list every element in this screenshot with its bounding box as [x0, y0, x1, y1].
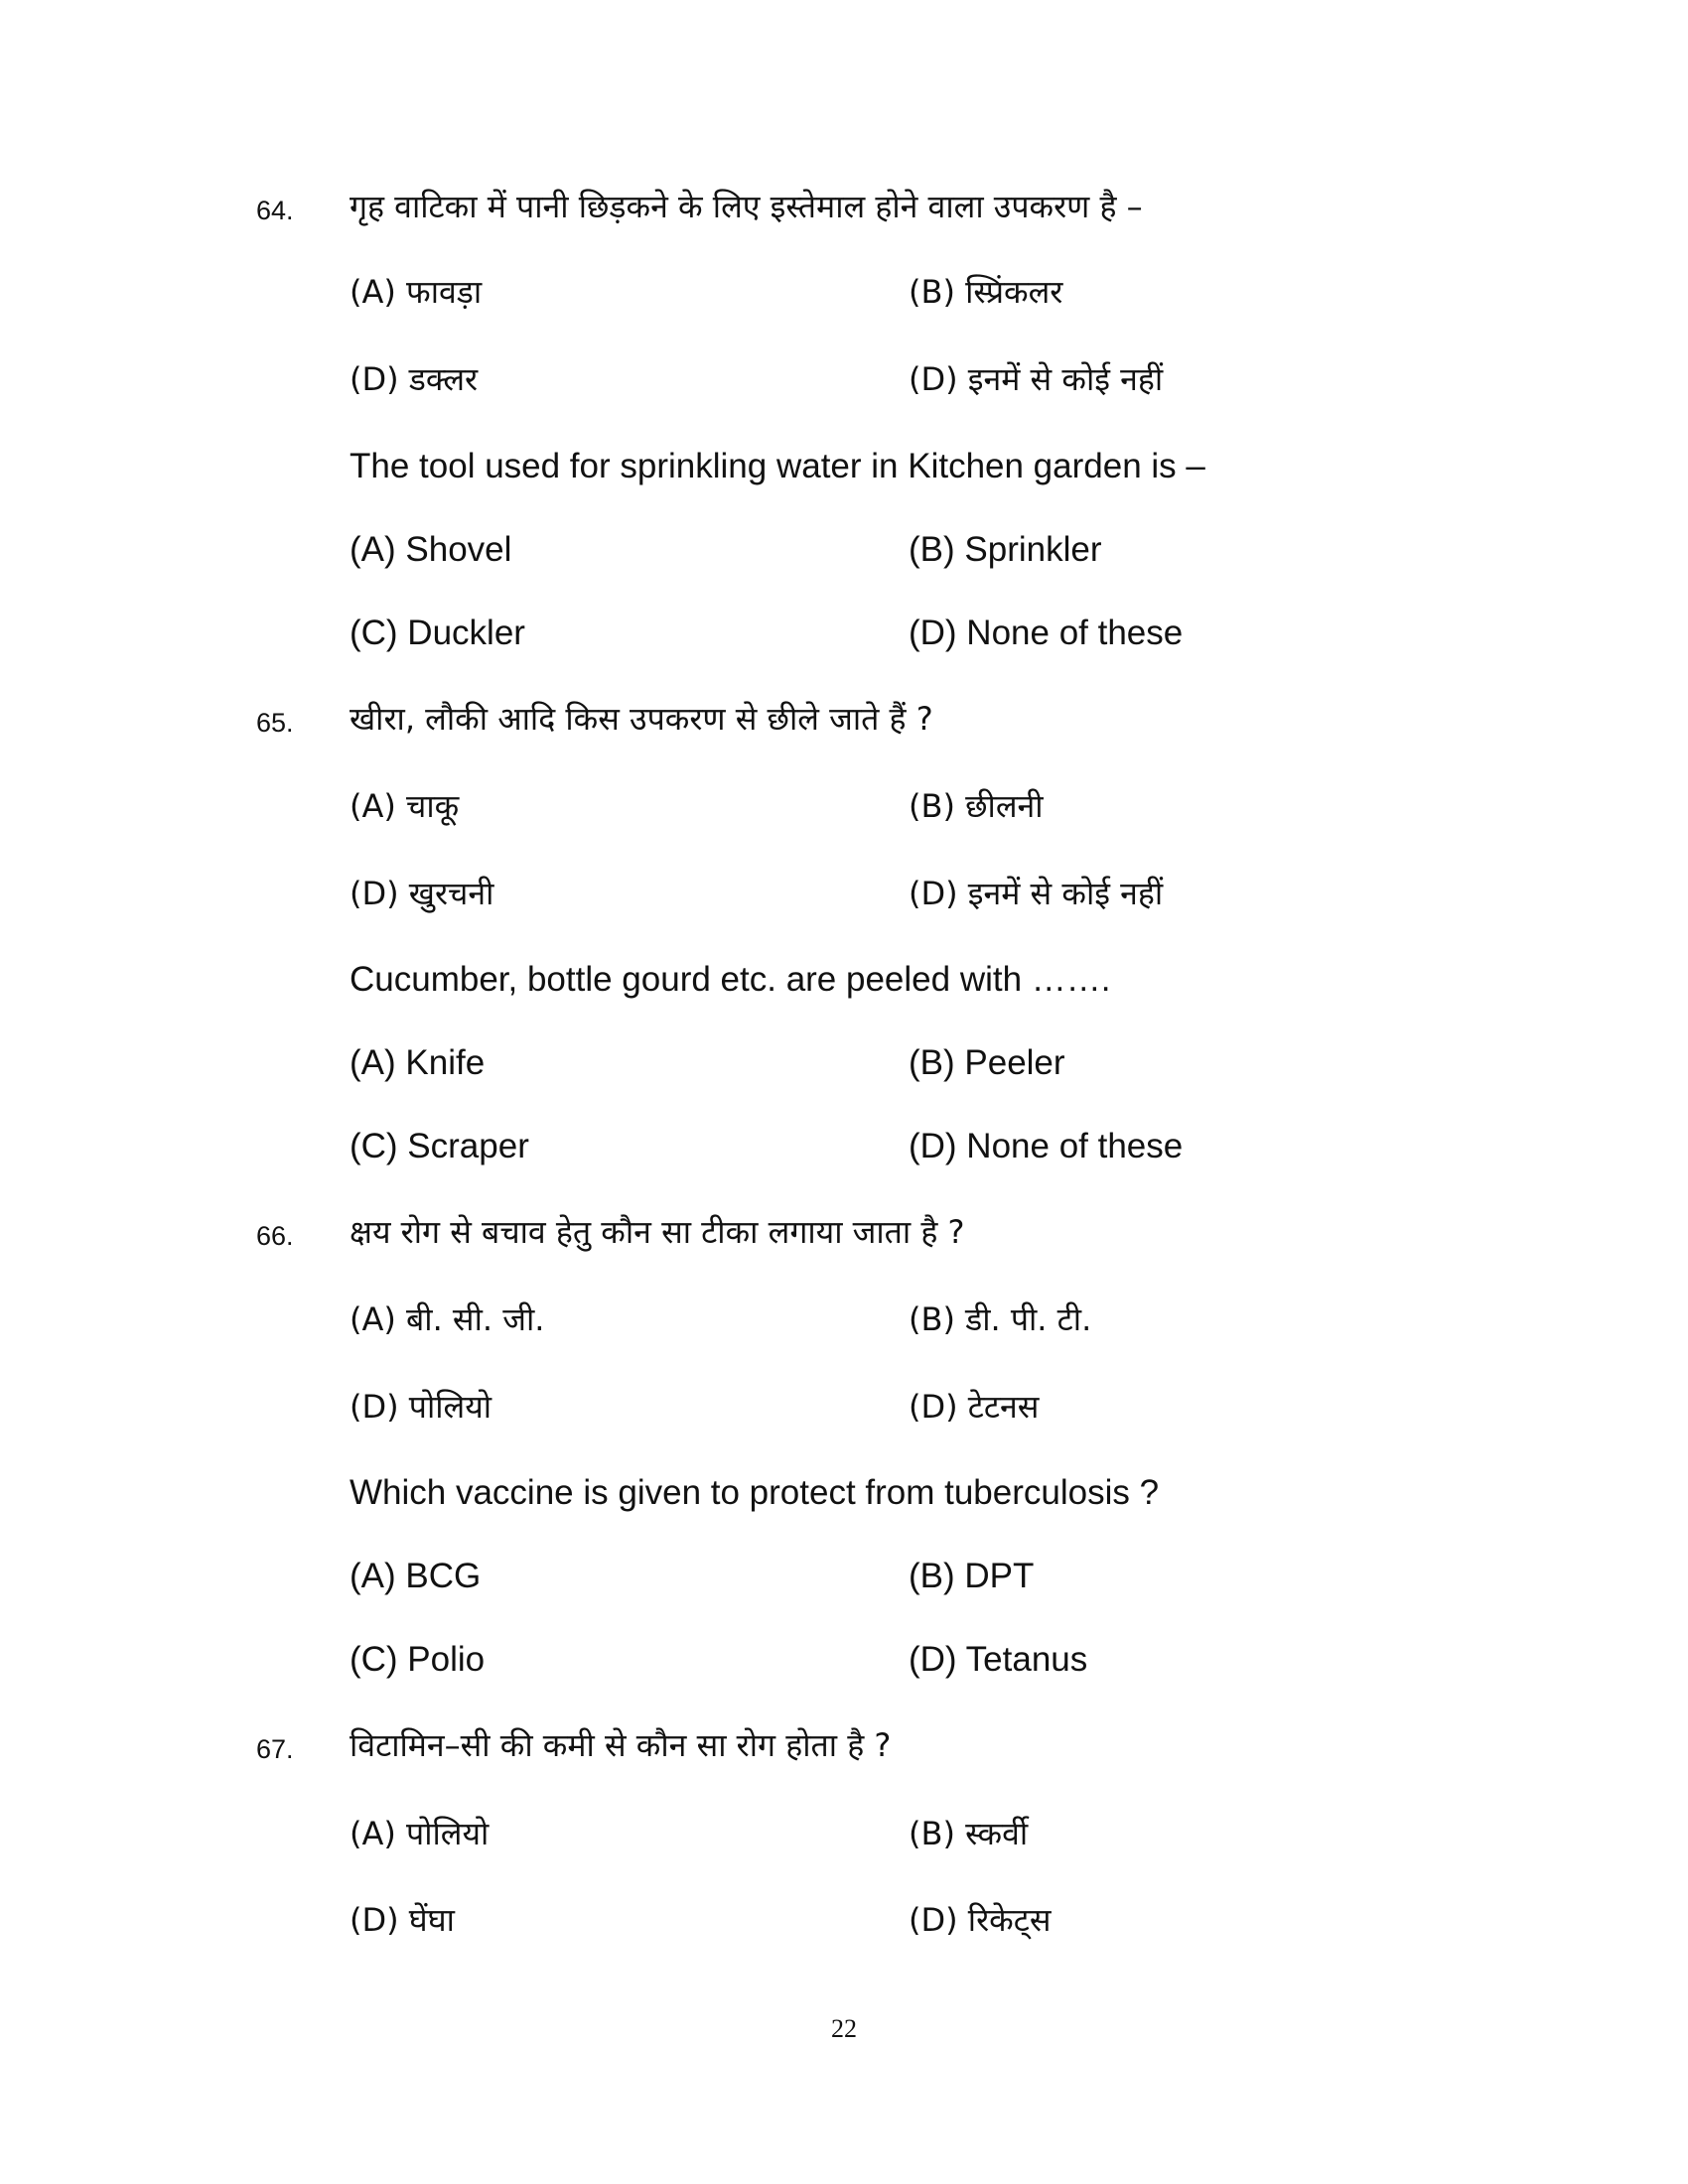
option-c-english: (C) Scraper	[350, 1127, 529, 1165]
question-number: 67.	[256, 1734, 294, 1764]
page-number: 22	[831, 2014, 857, 2043]
option-d-english: (D) None of these	[909, 1127, 1184, 1165]
option-d-english: (D) Tetanus	[909, 1640, 1088, 1679]
option-d-hindi: (D) रिकेट्स	[909, 1901, 1052, 1939]
option-b-english: (B) DPT	[909, 1557, 1035, 1595]
option-b-hindi: (B) स्कर्वी	[909, 1815, 1029, 1852]
option-d-hindi: (D) इनमें से कोई नहीं	[909, 360, 1164, 398]
option-c-english: (C) Duckler	[350, 614, 525, 652]
option-b-hindi: (B) छीलनी	[909, 787, 1044, 825]
option-b-hindi: (B) स्प्रिंकलर	[909, 273, 1063, 311]
option-c-english: (C) Polio	[350, 1640, 486, 1679]
question-text-hindi: खीरा, लौकी आदि किस उपकरण से छीले जाते हैं ?	[350, 700, 933, 738]
option-a-english: (A) Shovel	[350, 530, 512, 569]
question-number: 65.	[256, 708, 294, 738]
option-a-english: (A) Knife	[350, 1043, 486, 1082]
option-c-hindi: (D) पोलियो	[350, 1388, 492, 1426]
question-text-english: Cucumber, bottle gourd etc. are peeled with …….	[350, 960, 1111, 999]
option-b-hindi: (B) डी. पी. टी.	[909, 1300, 1092, 1338]
option-d-english: (D) None of these	[909, 614, 1184, 652]
option-b-english: (B) Sprinkler	[909, 530, 1102, 569]
option-a-hindi: (A) बी. सी. जी.	[350, 1300, 545, 1338]
option-c-hindi: (D) डक्लर	[350, 360, 479, 398]
question-number: 64.	[256, 196, 294, 225]
question-text-english: The tool used for sprinkling water in Kitchen garden is –	[350, 447, 1205, 485]
option-a-hindi: (A) चाकू	[350, 787, 460, 825]
question-text-english: Which vaccine is given to protect from tuberculosis ?	[350, 1473, 1160, 1512]
question-text-hindi: क्षय रोग से बचाव हेतु कौन सा टीका लगाया जाता है ?	[350, 1213, 965, 1251]
option-a-hindi: (A) पोलियो	[350, 1815, 490, 1852]
option-c-hindi: (D) घेंघा	[350, 1901, 455, 1939]
option-b-english: (B) Peeler	[909, 1043, 1065, 1082]
question-text-hindi: गृह वाटिका में पानी छिड़कने के लिए इस्तेमाल होने वाला उपकरण है –	[350, 188, 1143, 225]
option-d-hindi: (D) टेटनस	[909, 1388, 1040, 1426]
option-a-english: (A) BCG	[350, 1557, 482, 1595]
option-c-hindi: (D) खुरचनी	[350, 875, 494, 912]
question-text-hindi: विटामिन–सी की कमी से कौन सा रोग होता है ?	[350, 1726, 892, 1764]
question-number: 66.	[256, 1221, 294, 1251]
option-d-hindi: (D) इनमें से कोई नहीं	[909, 875, 1164, 912]
option-a-hindi: (A) फावड़ा	[350, 273, 483, 311]
